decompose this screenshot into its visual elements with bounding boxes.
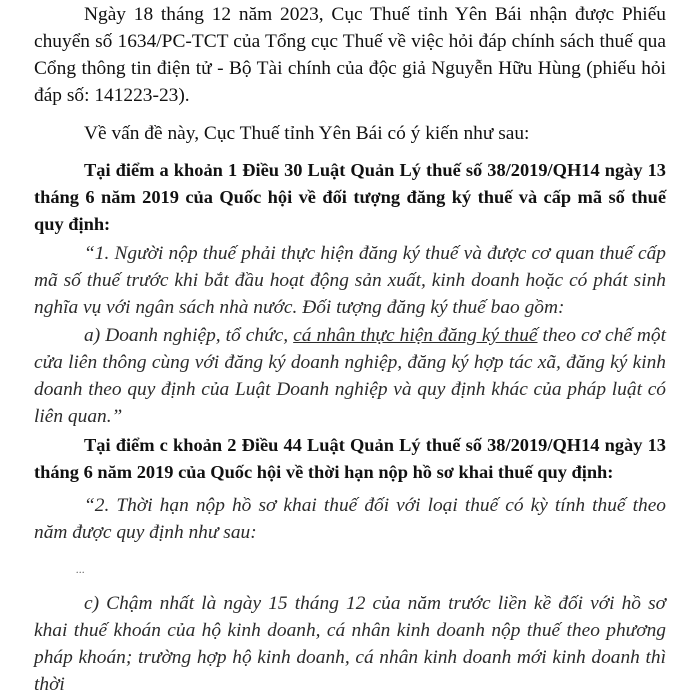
paragraph-intro: Ngày 18 tháng 12 năm 2023, Cục Thuế tỉnh Yên Bái nhận được Phiếu chuyển số 1634/PC-TCT của Tổng cục Thuế về việc hỏi đáp chính sách thuế qua Cổng thông tin điện tử - Bộ Tài chính của độc giả Nguyễn Hữu Hùng (phiếu hỏi đáp số: 141223-23). <box>34 4 666 106</box>
quote-point-a-prefix: a) Doanh nghiệp, tổ chức, <box>84 325 294 346</box>
paragraph-article-30-citation: Tại điểm a khoản 1 Điều 30 Luật Quản Lý thuế số 38/2019/QH14 ngày 13 tháng 6 năm 2019 của Quốc hội về đối tượng đăng ký thuế và cấp mã số thuế quy định: <box>34 160 666 234</box>
quote-point-a-suffix: theo cơ chế một cửa liên thông cùng với đăng ký doanh nghiệp, đăng ký hợp tác xã, đăng ký kinh doanh theo quy định của Luật Doanh nghiệp và quy định khác của pháp luật có liên quan.” <box>34 325 666 427</box>
quote-point-a-underlined: cá nhân thực hiện đăng ký thuế <box>293 325 538 346</box>
quote-filing-deadline: “2. Thời hạn nộp hồ sơ khai thuế đối với loại thuế có kỳ tính thuế theo năm được quy định như sau: <box>34 495 666 543</box>
quote-point-c: c) Chậm nhất là ngày 15 tháng 12 của năm trước liền kề đối với hồ sơ khai thuế khoán của hộ kinh doanh, cá nhân kinh doanh nộp thuế theo phương pháp khoán; trường hợp hộ kinh doanh, cá nhân kinh doanh mới kinh doanh thì thời <box>34 593 666 695</box>
paragraph-article-44-citation: Tại điểm c khoản 2 Điều 44 Luật Quản Lý thuế số 38/2019/QH14 ngày 13 tháng 6 năm 2019 của Quốc hội về thời hạn nộp hồ sơ khai thuế quy định: <box>34 435 666 482</box>
quote-registration-obligation: “1. Người nộp thuế phải thực hiện đăng ký thuế và được cơ quan thuế cấp mã số thuế trước khi bắt đầu hoạt động sản xuất, kinh doanh hoặc có phát sinh nghĩa vụ với ngân sách nhà nước. Đối tượng đăng ký thuế bao gồm: <box>34 243 666 318</box>
quote-point-a <box>34 322 666 430</box>
paragraph-response-intro: Về vấn đề này, Cục Thuế tỉnh Yên Bái có ý kiến như sau: <box>84 123 530 144</box>
ellipsis: ... <box>76 562 85 576</box>
